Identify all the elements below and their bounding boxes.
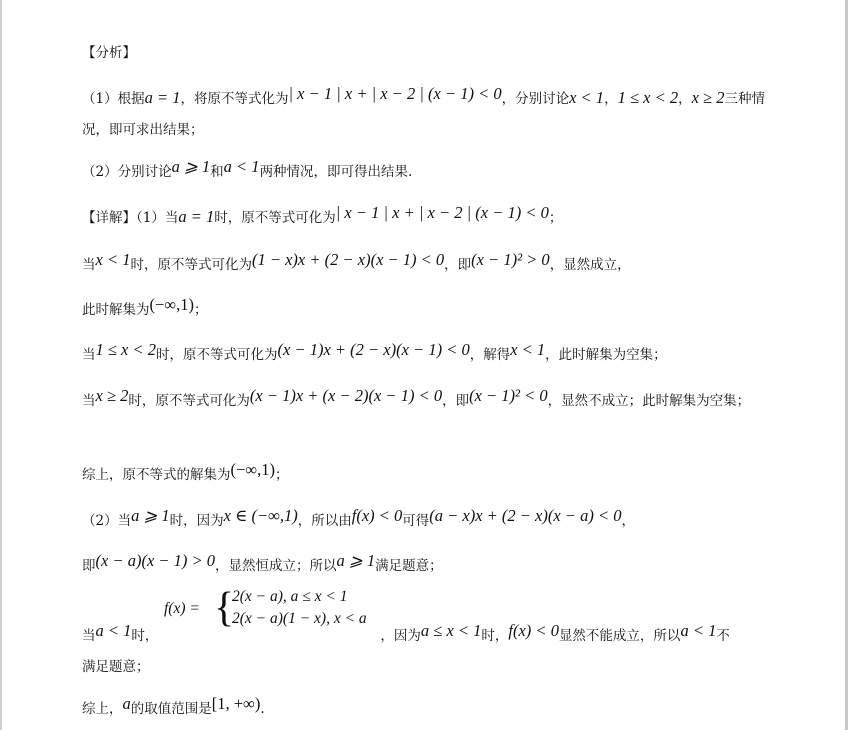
- math: x ≥ 2: [691, 88, 725, 107]
- text: ，显然不成立；此时解集为空集；: [547, 393, 751, 409]
- solution-line-2: [82, 250, 631, 275]
- analysis-heading-text: 【分析】: [82, 45, 136, 61]
- solution-line-7: [82, 506, 635, 531]
- text: 可得: [402, 513, 430, 529]
- left-brace: {: [214, 585, 235, 631]
- math: f(x) < 0: [508, 621, 559, 640]
- text: 满足题意；: [82, 659, 150, 675]
- text: 时，原不等式可化为: [128, 393, 250, 409]
- solution-line-3: [82, 295, 208, 320]
- solution-line-5: [82, 386, 751, 411]
- math: (x − 1)² > 0: [471, 250, 550, 269]
- text: 时，原不等式可化为: [130, 257, 252, 273]
- analysis-part1: [82, 84, 765, 109]
- solution-line-8: [82, 551, 443, 576]
- piecewise-case-2: 2(x − a)(1 − x), x < a: [232, 610, 367, 627]
- page-edge-left: [0, 0, 2, 730]
- text: ，: [621, 513, 635, 529]
- text: （1）根据: [82, 91, 145, 107]
- text: （2）分别讨论: [82, 164, 172, 180]
- analysis-part2: [82, 157, 413, 182]
- solution-line-10: [82, 694, 265, 719]
- math: a ≤ x < 1: [420, 621, 482, 640]
- text: ，此时解集为空集；: [545, 347, 667, 363]
- math: x < 1: [569, 88, 605, 107]
- math: | x − 1 | x + | x − 2 | (x − 1) < 0: [335, 203, 549, 222]
- math: (x − 1)² < 0: [469, 386, 548, 405]
- text: ，即: [444, 257, 472, 273]
- text: 满足题意；: [375, 558, 443, 574]
- text: ，: [604, 91, 618, 107]
- text: ，将原不等式化为: [180, 91, 289, 107]
- text: ，: [678, 91, 692, 107]
- math: (x − 1)x + (2 − x)(x − 1) < 0: [277, 340, 470, 359]
- math: | x − 1 | x + | x − 2 | (x − 1) < 0: [288, 84, 502, 103]
- text: 当: [82, 628, 96, 644]
- math: a: [122, 694, 131, 713]
- math: a = 1: [178, 207, 215, 226]
- math: (−∞,1): [149, 295, 194, 314]
- math: a < 1: [95, 621, 132, 640]
- solution-line-4: [82, 340, 667, 365]
- math: a ⩾ 1: [171, 157, 211, 176]
- text: 综上，原不等式的解集为: [82, 467, 231, 483]
- text: 当: [82, 393, 96, 409]
- math: a < 1: [680, 621, 717, 640]
- text: ，分别讨论: [501, 91, 570, 107]
- text: ，解得: [469, 347, 511, 363]
- solution-line-9: [82, 621, 730, 646]
- math: (x − a)(x − 1) > 0: [95, 551, 216, 570]
- analysis-part1-cont: [82, 120, 204, 140]
- math: 1 ≤ x < 2: [95, 340, 157, 359]
- text: （2）当: [82, 513, 132, 529]
- solution-line-9-cont: [82, 657, 150, 677]
- text: .: [260, 701, 265, 717]
- piecewise-lhs: f(x) =: [164, 600, 200, 617]
- piecewise-case-1: 2(x − a), a ≤ x < 1: [232, 588, 348, 605]
- text: 时，原不等式可化为: [156, 347, 278, 363]
- math: (−∞,1): [230, 460, 275, 479]
- text: 两种情况，即可得出结果.: [259, 164, 413, 180]
- text: 时，: [131, 628, 159, 644]
- text: 不: [716, 628, 730, 644]
- analysis-heading: [82, 43, 136, 63]
- solution-line-1: [82, 203, 563, 228]
- text: ；: [274, 467, 289, 483]
- math: a ⩾ 1: [131, 506, 170, 525]
- text: 显然不能成立，所以: [558, 628, 681, 644]
- text: 综上，: [82, 701, 123, 717]
- text: 当: [82, 347, 96, 363]
- text: 时，原不等式可化为: [214, 210, 336, 226]
- math: x ≥ 2: [95, 386, 129, 405]
- text: ，因为: [380, 628, 421, 644]
- text: 和: [210, 164, 224, 180]
- math: a < 1: [223, 157, 260, 176]
- text: 即: [82, 558, 96, 574]
- text: 【详解】（1）当: [82, 210, 179, 226]
- text: ，即: [442, 393, 470, 409]
- math: a ⩾ 1: [336, 551, 376, 570]
- text: ，显然恒成立；所以: [215, 558, 337, 574]
- text: ；: [548, 210, 563, 226]
- math: (1 − x)x + (2 − x)(x − 1) < 0: [251, 250, 445, 269]
- text: ；: [193, 302, 208, 318]
- math: a = 1: [144, 88, 181, 107]
- text: 当: [82, 257, 96, 273]
- text: 三种情: [724, 91, 765, 107]
- math: [1, +∞): [211, 694, 261, 713]
- math: x < 1: [95, 250, 131, 269]
- text: 的取值范围是: [130, 701, 212, 717]
- text: 时，: [481, 628, 509, 644]
- text: 时，因为: [169, 513, 224, 529]
- text: ，显然成立，: [549, 257, 631, 273]
- math: 1 ≤ x < 2: [617, 88, 679, 107]
- math: x < 1: [510, 340, 546, 359]
- math: x ∈ (−∞,1): [223, 506, 298, 525]
- text: ，所以由: [297, 513, 352, 529]
- math: (x − 1)x + (x − 2)(x − 1) < 0: [249, 386, 443, 405]
- text: 况，即可求出结果；: [82, 122, 204, 138]
- math: f(x) < 0: [351, 506, 403, 525]
- math: (a − x)x + (2 − x)(x − a) < 0: [429, 506, 622, 525]
- solution-line-6: [82, 460, 289, 485]
- text: 此时解集为: [82, 302, 150, 318]
